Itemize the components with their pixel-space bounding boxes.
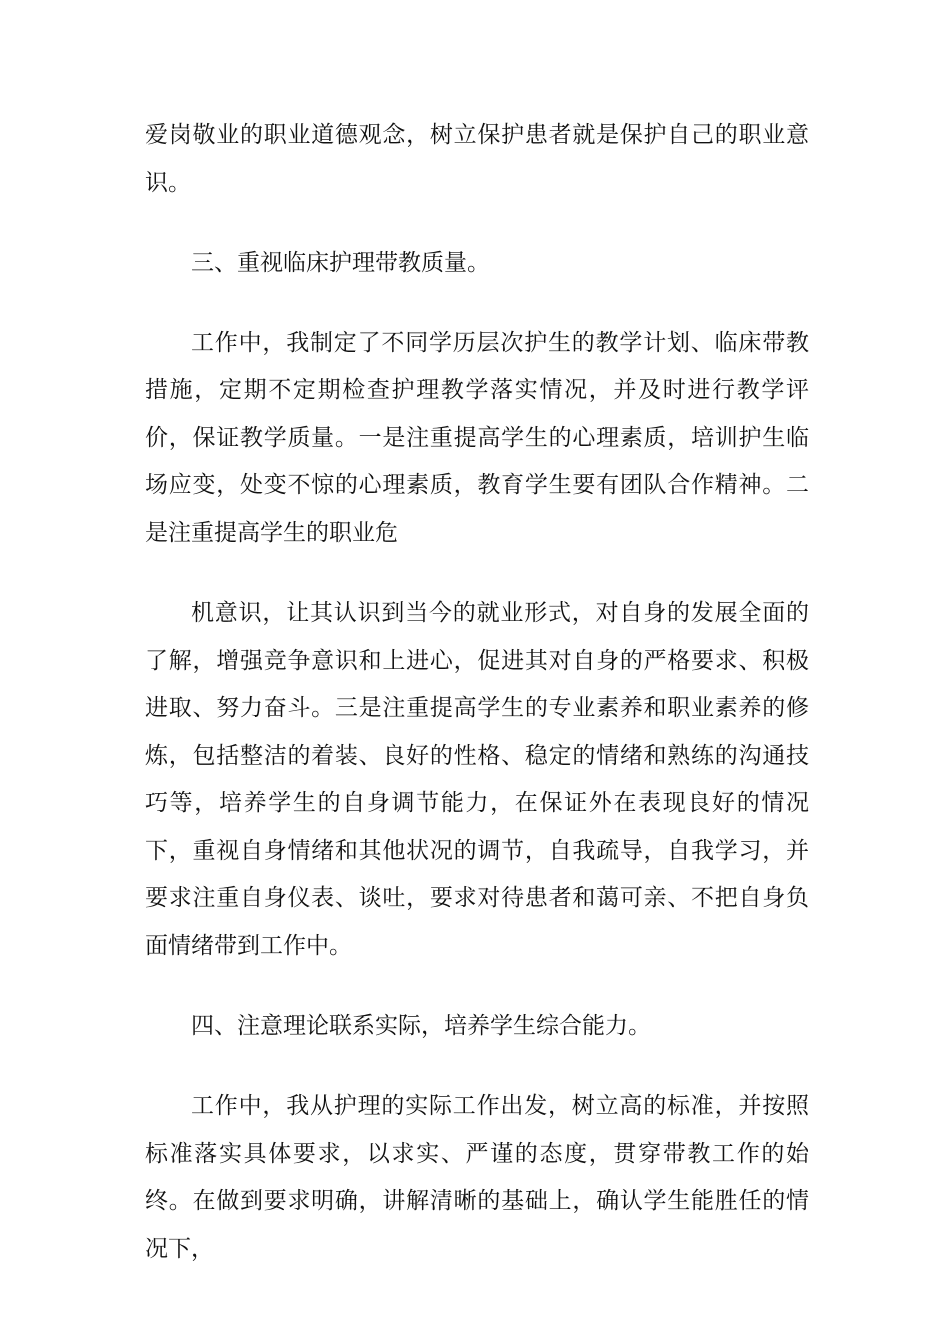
document-body xyxy=(145,112,809,1273)
paragraph-6: 工作中，我从护理的实际工作出发，树立高的标准，并按照标准落实具体要求，以求实、严谨的态度，贯穿带教工作的始终。在做到要求明确，讲解清晰的基础上，确认学生能胜任的情况下， xyxy=(145,1093,809,1262)
paragraph-1: 爱岗敬业的职业道德观念，树立保护患者就是保护自己的职业意识。 xyxy=(145,122,809,196)
section-heading-3: 三、重视临床护理带教质量。 xyxy=(191,249,490,276)
section-heading-4: 四、注意理论联系实际，培养学生综合能力。 xyxy=(191,1013,651,1040)
paragraph-3: 工作中，我制定了不同学历层次护生的教学计划、临床带教措施，定期不定期检查护理教学落实情况，并及时进行教学评价，保证教学质量。一是注重提高学生的心理素质，培训护生临场应变，处变不惊的心理素质，教育学生要有团队合作精神。二是注重提高学生的职业危 xyxy=(145,329,809,546)
paragraph-4: 机意识，让其认识到当今的就业形式，对自身的发展全面的了解，增强竞争意识和上进心，促进其对自身的严格要求、积极进取、努力奋斗。三是注重提高学生的专业素养和职业素养的修炼，包括整洁的着装、良好的性格、稳定的情绪和熟练的沟通技巧等，培养学生的自身调节能力，在保证外在表现良好的情况下，重视自身情绪和其他状况的调节，自我疏导，自我学习，并要求注重自身仪表、谈吐，要求对待患者和蔼可亲、不把自身负面情绪带到工作中。 xyxy=(145,599,809,960)
